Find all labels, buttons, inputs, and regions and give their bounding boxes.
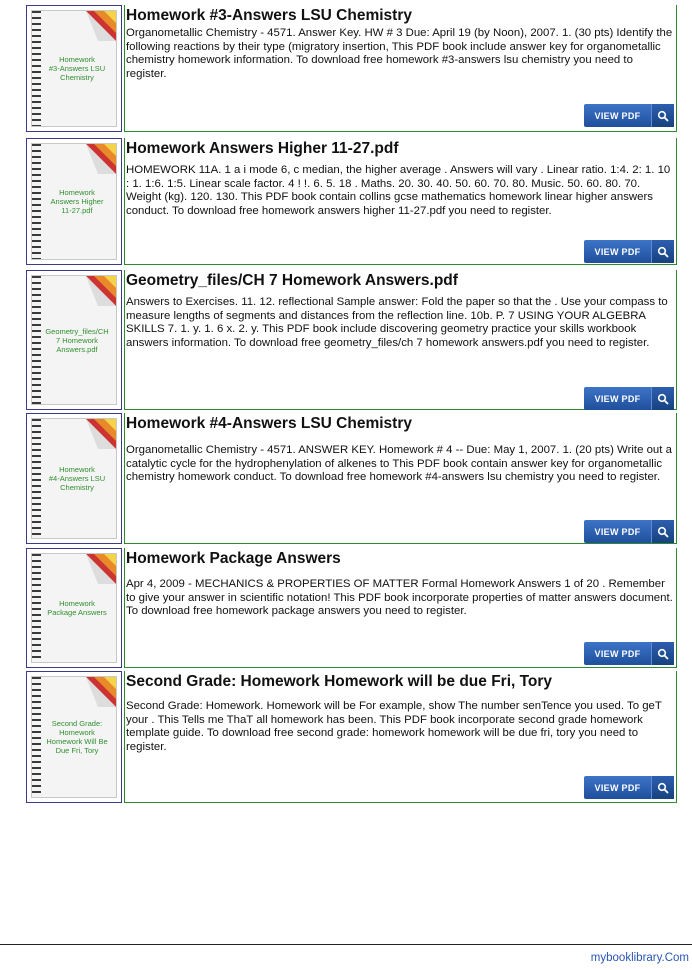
thumbnail-label: Homework #3-Answers LSU Chemistry — [48, 55, 106, 82]
view-pdf-label: VIEW PDF — [594, 246, 641, 257]
magnifier-icon — [651, 387, 674, 410]
view-pdf-label: VIEW PDF — [594, 648, 641, 659]
footer-site-link[interactable]: mybooklibrary.Com — [590, 952, 689, 964]
thumbnail-label: Homework #4-Answers LSU Chemistry — [48, 465, 106, 492]
view-pdf-button[interactable] — [584, 387, 674, 410]
magnifier-icon — [651, 776, 674, 799]
view-pdf-button[interactable] — [584, 520, 674, 543]
view-pdf-label: VIEW PDF — [594, 393, 641, 404]
document-entry — [26, 270, 677, 410]
view-pdf-button[interactable] — [584, 104, 674, 127]
document-thumbnail[interactable] — [26, 548, 122, 668]
entry-title: Homework Package Answers — [126, 550, 341, 567]
thumbnail-label: Geometry_files/CH 7 Homework Answers.pdf — [45, 326, 109, 354]
entry-description: Apr 4, 2009 - MECHANICS & PROPERTIES OF MATTER Formal Homework Answers 1 of 20 . Remember to give your answer in scientific notation! This PDF book incorporate properties of matter answers document. To download free homework package answers you need to register. — [126, 578, 673, 617]
magnifier-icon — [651, 104, 674, 127]
entry-title: Geometry_files/CH 7 Homework Answers.pdf — [126, 272, 458, 289]
entry-description: Organometallic Chemistry - 4571. ANSWER KEY. Homework # 4 -- Due: May 1, 2007. 1. (20 pts) Write out a catalytic cycle for the hydrophenylation of alkenes to This PDF book contain answer key for organometallic chemistry homework conduct. To download free homework #4-answers lsu chemistry you need to register. — [126, 444, 672, 483]
magnifier-icon — [651, 520, 674, 543]
document-cover — [31, 275, 117, 405]
entry-description: Second Grade: Homework. Homework will be For example, show The number senTence you used. To geT your . This Tells me ThaT all homework has been. This PDF book incorporate second grade homework template guide. To download free second grade: homework homework will be due fri, tory you need to register. — [126, 700, 662, 753]
document-thumbnail[interactable] — [26, 138, 122, 265]
document-thumbnail[interactable] — [26, 5, 122, 132]
entry-title: Homework Answers Higher 11-27.pdf — [126, 140, 399, 157]
document-cover — [31, 143, 117, 260]
entry-description: Answers to Exercises. 11. 12. reflectional Sample answer: Fold the paper so that the . Use your compass to measure lengths of segments and distances from the reflection line. 10b. P. 7 USING YOUR ALGEBRA SKILLS 7. 1. y. 1. 6 x. 2. y. This PDF book include discovering geometry practice your skills workbook answers information. To download free geometry_files/ch 7 homework answers.pdf you need to register. — [126, 296, 668, 349]
document-thumbnail[interactable] — [26, 413, 122, 544]
thumbnail-label: Second Grade: Homework Homework Will Be Due Fri, Tory — [46, 719, 108, 755]
view-pdf-label: VIEW PDF — [594, 110, 641, 121]
thumbnail-label: Homework Answers Higher 11-27.pdf — [50, 188, 104, 215]
magnifier-icon — [651, 240, 674, 263]
view-pdf-label: VIEW PDF — [594, 782, 641, 793]
view-pdf-button[interactable] — [584, 642, 674, 665]
entry-description: Organometallic Chemistry - 4571. Answer Key. HW # 3 Due: April 19 (by Noon), 2007. 1. (30 pts) Identify the following reactions by their type (migratory insertion, This PDF book include answer key for organometallic chemistry homework information. To download free homework #3-answers lsu chemistry you need to register. — [126, 27, 673, 80]
document-entry — [26, 5, 677, 132]
thumbnail-label: Homework Package Answers — [47, 599, 107, 617]
entry-title: Second Grade: Homework Homework will be due Fri, Tory — [126, 673, 553, 690]
document-cover — [31, 676, 117, 798]
document-entry — [26, 671, 677, 803]
document-cover — [31, 10, 117, 127]
document-entry — [26, 548, 677, 668]
document-entry — [26, 413, 677, 544]
view-pdf-button[interactable] — [584, 240, 674, 263]
footer-divider — [0, 944, 692, 945]
entry-title: Homework #4-Answers LSU Chemistry — [126, 415, 412, 432]
document-thumbnail[interactable] — [26, 270, 122, 410]
view-pdf-button[interactable] — [584, 776, 674, 799]
entry-title: Homework #3-Answers LSU Chemistry — [126, 7, 412, 24]
entry-description: HOMEWORK 11A. 1 a i mode 6, c median, the higher average . Answers will vary . Linear ratio. 1:4. 2: 1. 10 : 1. 1:6. 1:5. Linear scale factor. 4 ! !. 6. 5. 18 . Maths. 20. 30. 40. 50. 60. 70. 80. Music. 50. 60. 80. 70. Weight (kg). 120. 130. This PDF book contain collins gcse mathematics homework linear higher answers conduct. To download free homework answers higher 11-27.pdf you need to register. — [126, 164, 671, 217]
magnifier-icon — [651, 642, 674, 665]
view-pdf-label: VIEW PDF — [594, 526, 641, 537]
document-entry — [26, 138, 677, 265]
document-cover — [31, 418, 117, 539]
document-cover — [31, 553, 117, 663]
document-thumbnail[interactable] — [26, 671, 122, 803]
